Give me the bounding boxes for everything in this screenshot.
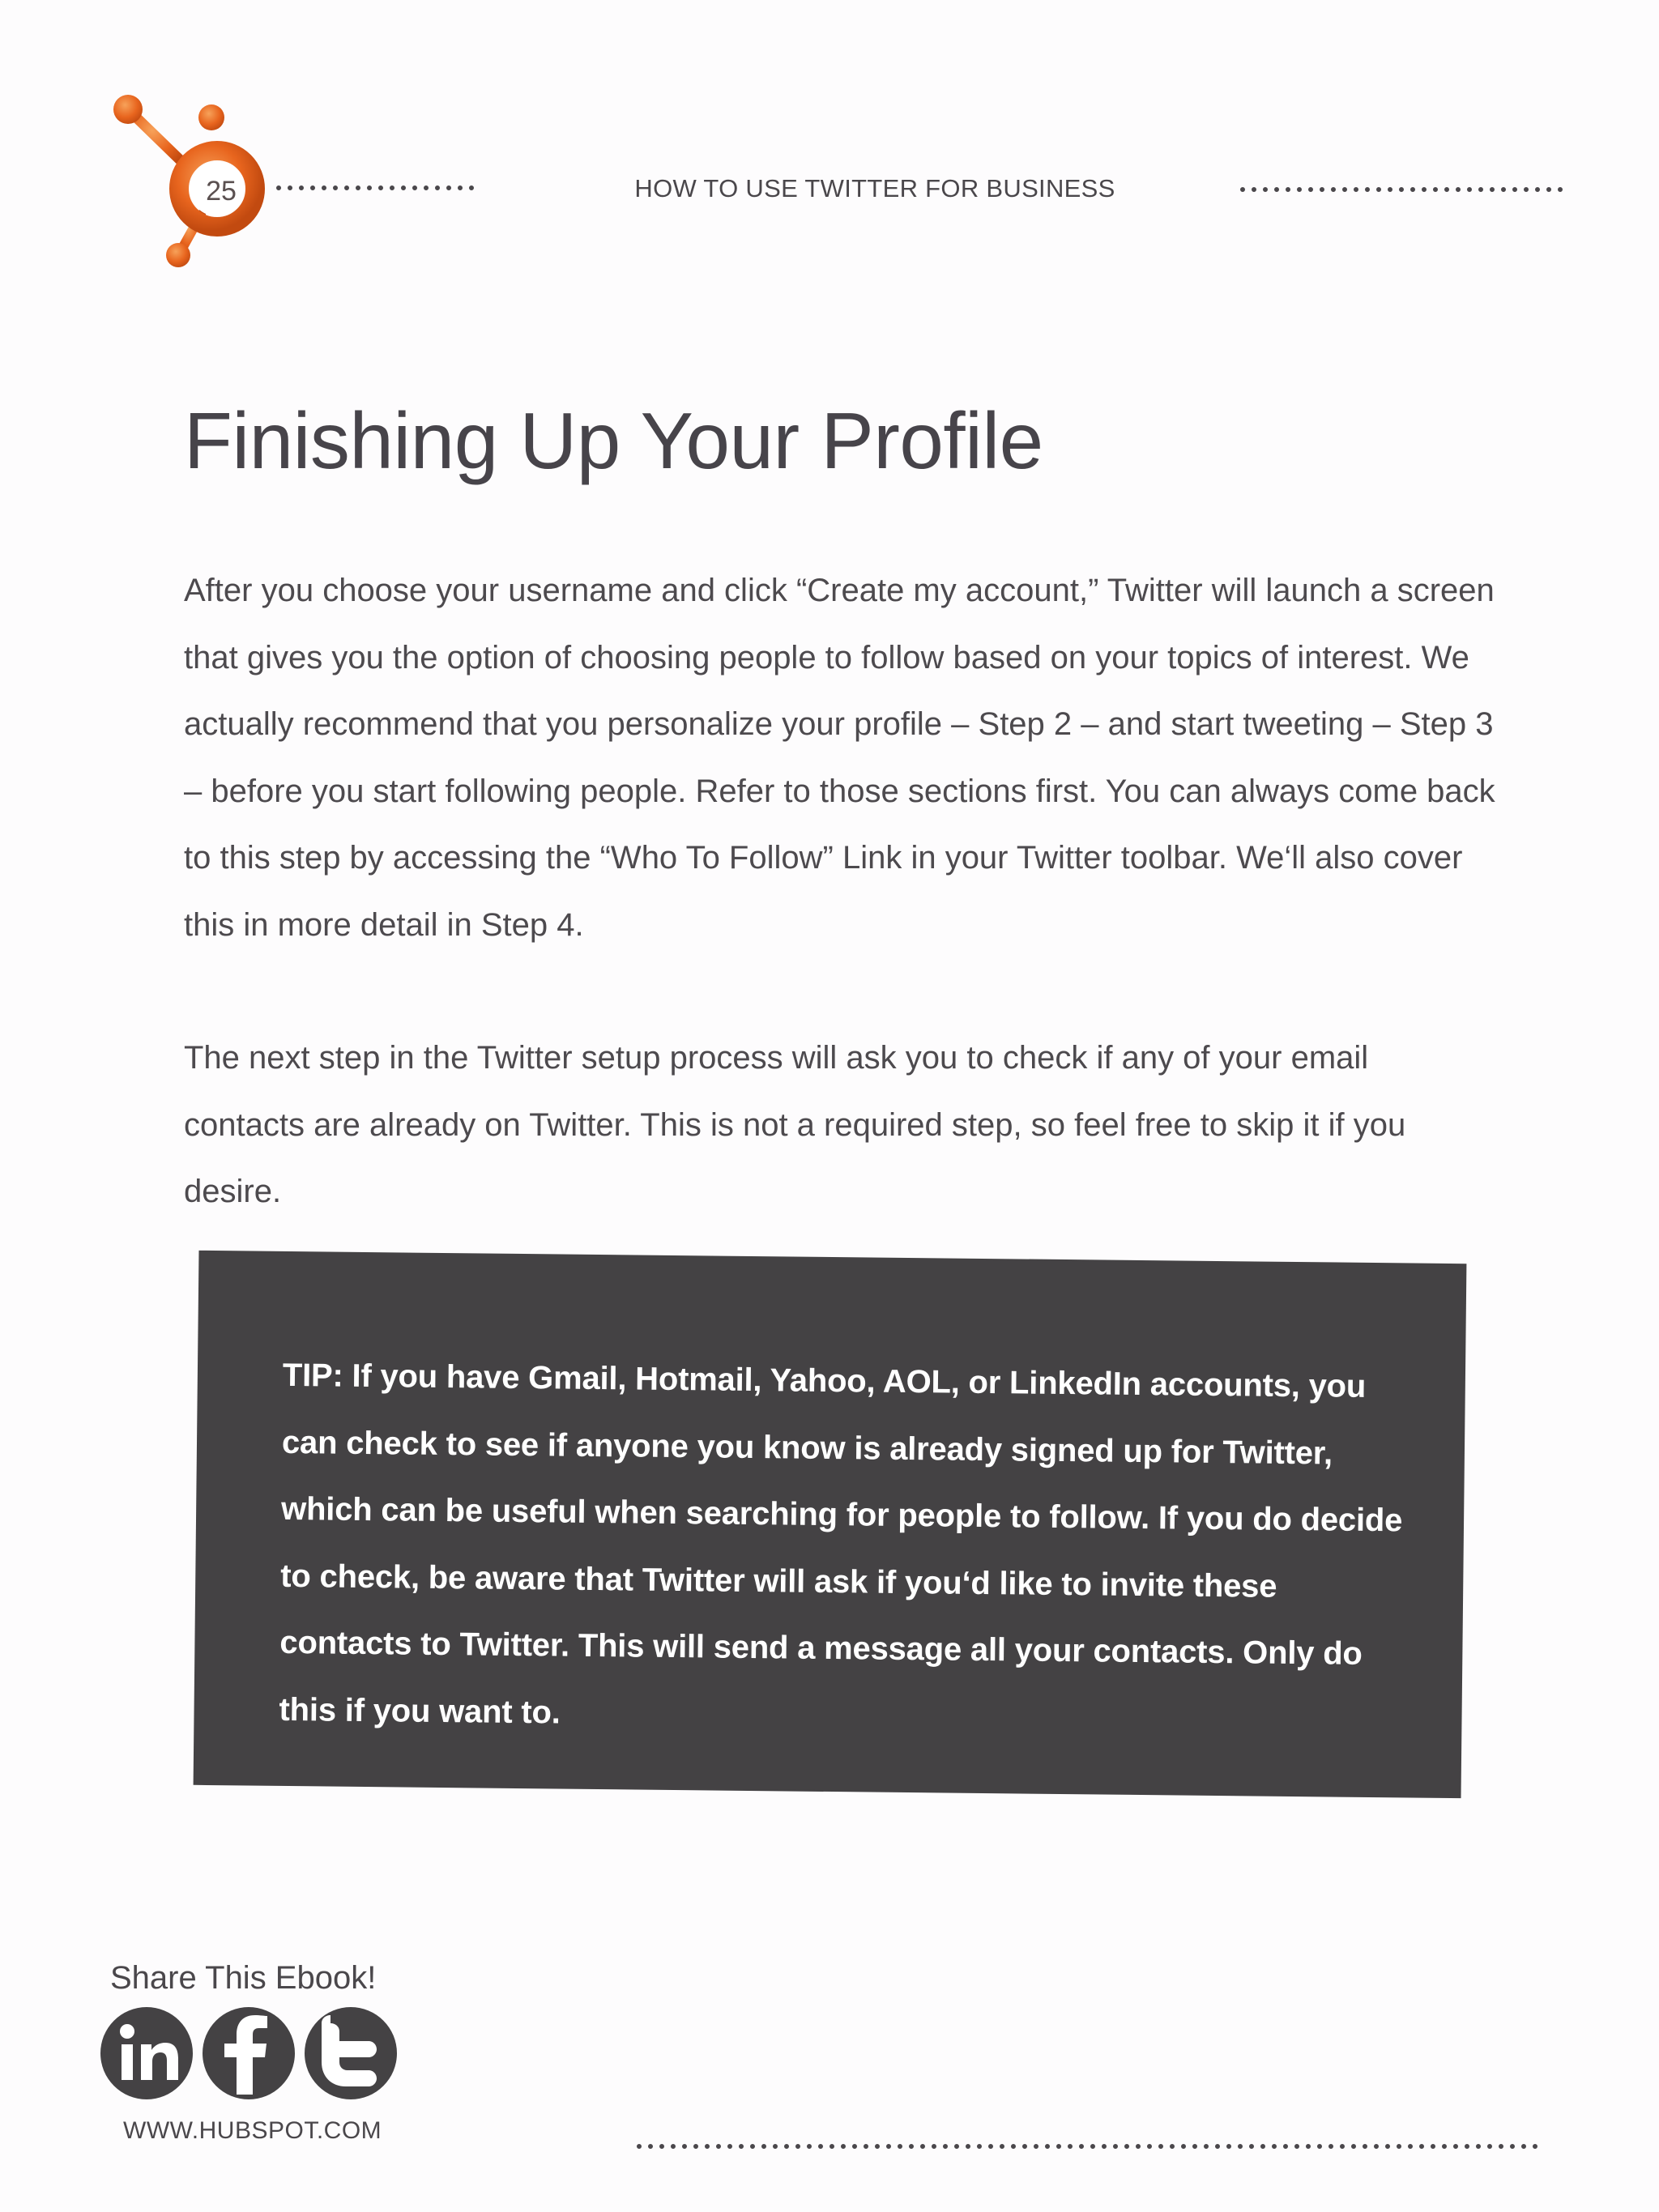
body-paragraph-1: After you choose your username and click “Create my account,” Twitter will launch a screen that gives you the option of choosing people to follow based on your topics of interest. We actually recommend that you personalize your profile – Step 2 – and start tweeting – Step 3 – before you start following people. Refer to those sections first. You can always come back to this step by accessing the “Who To Follow” Link in your Twitter toolbar. We‘ll also cover this in more detail in Step 4. xyxy=(184,573,1495,943)
page-number: 25 xyxy=(206,176,237,207)
twitter-icon[interactable] xyxy=(303,2005,399,2101)
facebook-icon[interactable] xyxy=(201,2005,296,2101)
header-dotted-rule-left xyxy=(275,185,480,191)
website-url[interactable]: WWW.HUBSPOT.COM xyxy=(123,2117,382,2144)
header-dotted-rule-right xyxy=(1239,186,1565,193)
share-label: Share This Ebook! xyxy=(110,1960,377,1996)
footer-dotted-rule xyxy=(636,2143,1547,2150)
running-header-title: HOW TO USE TWITTER FOR BUSINESS xyxy=(634,174,1115,202)
body-paragraph-2: The next step in the Twitter setup process will ask you to check if any of your email contacts are already on Twitter. This is not a required step, so feel free to skip it if you desire. xyxy=(184,1040,1406,1209)
linkedin-icon[interactable] xyxy=(99,2005,194,2101)
tip-text: TIP: If you have Gmail, Hotmail, Yahoo, AOL, or LinkedIn accounts, you can check to see if anyone you know is already signed up for Twitter, which can be useful when searching for people to follow. If you do decide to check, be aware that Twitter will ask if you‘d like to invite these contacts to Twitter. This will send a message all your contacts. Only do this if you want to. xyxy=(279,1357,1403,1731)
page-title: Finishing Up Your Profile xyxy=(184,396,1043,485)
tip-callout-box xyxy=(194,1251,1467,1798)
